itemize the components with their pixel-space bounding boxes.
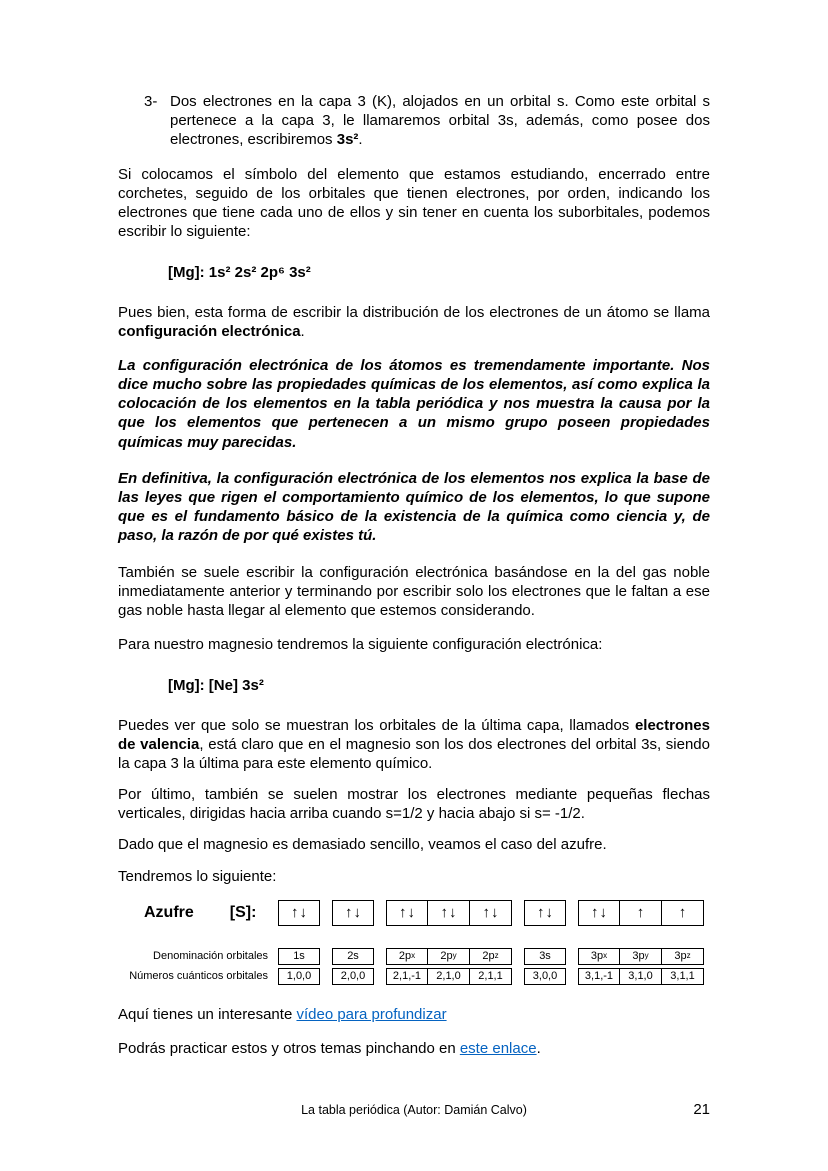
orbital-quantum-row [118,968,710,985]
paragraph-puedes-ver [118,716,710,774]
paragraph-pues-bien-post: . [300,322,305,340]
orbital-diagram [118,900,710,985]
orbital-name-cell: 1s [278,948,320,965]
page-footer [0,1103,828,1117]
paragraph-por-ultimo: Por último, también se suelen mostrar los electrones mediante pequeñas flechas verticales, dirigidas hacia arriba cuando s=1/2 y hacia abajo si s= -1/2. [118,786,710,823]
orbital-arrow-group [278,900,320,926]
orbital-name-group [278,948,320,965]
page-content [118,92,710,1073]
paragraph-practicar-pre: Podrás practicar estos y otros temas pinchando en [118,1040,460,1057]
list-item-text-bold: 3s² [336,131,359,149]
orbital-arrow-groups [278,900,704,926]
paragraph-practicar [118,1039,710,1058]
element-label: Azufre [144,903,194,921]
orbital-names-row-label: Denominación orbitales [153,950,268,963]
formula-mg-ne: [Mg]: [Ne] 3s² [168,677,264,695]
orbital-name-cell: 2p x [386,948,428,965]
orbital-arrow-box: ↑↓ [578,900,620,926]
list-item-text-post: . [358,131,363,149]
orbital-quantum-row-label: Números cuánticos orbitales [129,970,268,983]
orbital-names-row [118,948,710,965]
orbital-quantum-cell: 3,1,-1 [578,968,620,985]
orbital-arrow-group [578,900,704,926]
orbital-arrow-box: ↑↓ [524,900,566,926]
orbital-arrow-box: ↑↓ [428,900,470,926]
paragraph-dado-que: Dado que el magnesio es demasiado sencillo, veamos el caso del azufre. [118,836,607,854]
orbital-name-cell: 3p z [662,948,704,965]
orbital-name-group [578,948,704,965]
orbital-quantum-cell: 3,1,0 [620,968,662,985]
orbital-quantum-cell: 2,1,1 [470,968,512,985]
list-item-text-pre: Dos electrones en la capa 3 (K), alojados en un orbital s. Como este orbital s pertenece a la capa 3, le llamaremos orbital 3s, además, como posee dos electrones, escribiremos [170,93,710,149]
orbital-quantum-group [578,968,704,985]
paragraph-tendremos: Tendremos lo siguiente: [118,867,277,885]
paragraph-puedes-ver-pre: Puedes ver que solo se muestran los orbitales de la última capa, llamados [118,716,635,734]
orbital-quantum-cell: 2,0,0 [332,968,374,985]
paragraph-video [118,1005,710,1024]
orbital-arrows-row [118,900,710,926]
paragraph-para-magnesio: Para nuestro magnesio tendremos la siguiente configuración electrónica: [118,636,603,654]
orbital-arrow-group [524,900,566,926]
orbital-name-group [524,948,566,965]
emphasis-paragraph-1: La configuración electrónica de los átomos es tremendamente importante. Nos dice mucho sobre las propiedades químicas de los elementos, así como explica la colocación de los elementos en la tabla periódica y nos muestra la causa por la que los elementos que pertenecen a un mismo grupo poseen propiedades químicas muy parecidas. [118,356,710,451]
orbital-quantum-cell: 2,1,-1 [386,968,428,985]
paragraph-pues-bien-bold: configuración electrónica [118,322,301,340]
orbital-quantum-group [278,968,320,985]
paragraph-video-pre: Aquí tienes un interesante [118,1005,297,1023]
orbital-name-cell: 2p z [470,948,512,965]
paragraph-pues-bien [118,303,710,341]
orbital-quantum-cell: 1,0,0 [278,968,320,985]
orbital-arrow-group [332,900,374,926]
orbital-quantum-groups [278,968,704,985]
orbital-name-cell: 2p y [428,948,470,965]
practice-link[interactable]: este enlace [459,1040,537,1057]
list-item-number: 3- [144,93,158,110]
list-item-text [170,92,710,150]
orbital-quantum-cell: 3,1,1 [662,968,704,985]
paragraph-tambien: También se suele escribir la configuración electrónica basándose en la del gas noble inmediatamente anterior y terminando por escribir solo los electrones que le faltan a ese gas noble hasta llegar al elemento que estemos considerando. [118,563,710,619]
paragraph-puedes-ver-post: , está claro que en el magnesio son los dos electrones del orbital 3s, siendo la capa 3 la última para este elemento químico. [118,735,710,772]
orbital-quantum-group [524,968,566,985]
orbital-name-cell: 2s [332,948,374,965]
orbital-quantum-group [386,968,512,985]
orbital-arrows-row-labels [118,903,278,923]
orbital-name-cell: 3p y [620,948,662,965]
orbital-arrow-box: ↑ [662,900,704,926]
page-number: 21 [693,1101,710,1118]
orbital-arrow-box: ↑↓ [278,900,320,926]
paragraph-practicar-post: . [536,1040,541,1057]
formula-mg-full: [Mg]: 1s² 2s² 2p⁶ 3s² [168,264,311,282]
orbital-name-group [386,948,512,965]
orbital-arrow-box: ↑ [620,900,662,926]
orbital-quantum-cell: 3,0,0 [524,968,566,985]
emphasis-paragraph-2: En definitiva, la configuración electrónica de los elementos nos explica la base de las leyes que rigen el comportamiento químico de los elementos, lo que supone que es el fundamento básico de la existencia de la química como ciencia y, de paso, la razón de por qué existes tú. [118,469,710,545]
orbital-name-groups [278,948,704,965]
orbital-arrow-group [386,900,512,926]
orbital-name-group [332,948,374,965]
footer-caption: La tabla periódica (Autor: Damián Calvo) [301,1103,527,1117]
orbital-arrow-box: ↑↓ [386,900,428,926]
orbital-name-cell: 3p x [578,948,620,965]
orbital-name-cell: 3s [524,948,566,965]
orbital-quantum-group [332,968,374,985]
paragraph-puedes-ver-bold: electrones de valencia [118,716,710,753]
video-link[interactable]: vídeo para profundizar [296,1005,447,1023]
element-symbol-label: [S]: [229,903,257,921]
orbital-quantum-cell: 2,1,0 [428,968,470,985]
paragraph-pues-bien-pre: Pues bien, esta forma de escribir la distribución de los electrones de un átomo se llama [118,303,710,321]
orbital-arrow-box: ↑↓ [470,900,512,926]
paragraph-si-colocamos: Si colocamos el símbolo del elemento que estamos estudiando, encerrado entre corchetes, seguido de los orbitales que tienen electrones, por orden, indicando los electrones que tiene cada uno de ellos y sin tener en cuenta los suborbitales, podemos escribir lo siguiente: [118,165,710,241]
orbital-arrow-box: ↑↓ [332,900,374,926]
ordered-list-item-3 [118,92,710,150]
